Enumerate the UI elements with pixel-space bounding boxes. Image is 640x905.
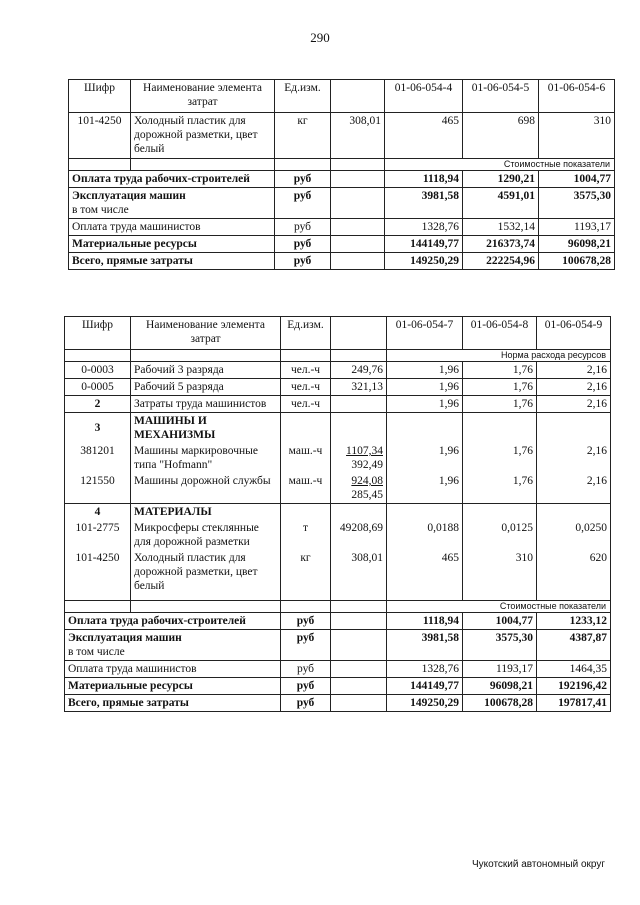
summary-name: Материальные ресурсы bbox=[69, 236, 275, 253]
row-price: 249,76 bbox=[331, 362, 387, 379]
summary-v3: 1233,12 bbox=[537, 612, 611, 629]
summary-v1: 1328,76 bbox=[385, 219, 463, 236]
summary-v1: 144149,77 bbox=[387, 677, 463, 694]
row-price-2: 285,45 bbox=[351, 489, 383, 501]
summary-name: Материальные ресурсы bbox=[65, 677, 281, 694]
summary-v2: 1290,21 bbox=[463, 171, 539, 188]
table-row bbox=[69, 113, 615, 159]
summary-row bbox=[65, 677, 611, 694]
row-code: 2 bbox=[65, 396, 131, 413]
page-number: 290 bbox=[310, 30, 330, 45]
row-v3: 2,16 bbox=[537, 443, 611, 473]
table-row bbox=[65, 520, 611, 550]
row-unit: т bbox=[281, 520, 331, 550]
summary-v1: 1118,94 bbox=[385, 171, 463, 188]
row-unit: чел.-ч bbox=[281, 379, 331, 396]
summary-unit: руб bbox=[275, 188, 331, 219]
row-price-2: 392,49 bbox=[351, 459, 383, 471]
row-name: Рабочий 5 разряда bbox=[131, 379, 281, 396]
row-price: 924,08 bbox=[351, 475, 383, 487]
resource-table-2 bbox=[64, 316, 611, 712]
summary-v2: 3575,30 bbox=[463, 629, 537, 660]
summary-unit: руб bbox=[281, 660, 331, 677]
summary-v1: 3981,58 bbox=[385, 188, 463, 219]
header-code: Шифр bbox=[69, 80, 131, 113]
table-row bbox=[65, 443, 611, 473]
summary-row bbox=[65, 629, 611, 660]
row-name: Машины дорожной службы bbox=[131, 473, 281, 504]
header-name: Наименование элемента затрат bbox=[131, 80, 275, 113]
summary-row bbox=[69, 188, 615, 219]
header-unit: Ед.изм. bbox=[275, 80, 331, 113]
summary-unit: руб bbox=[275, 171, 331, 188]
row-code: 0-0005 bbox=[65, 379, 131, 396]
section-label: Стоимостные показатели bbox=[385, 159, 615, 171]
summary-row bbox=[65, 612, 611, 629]
summary-v3: 197817,41 bbox=[537, 694, 611, 711]
section-row bbox=[65, 350, 611, 362]
summary-row bbox=[65, 660, 611, 677]
summary-v3: 96098,21 bbox=[539, 236, 615, 253]
row-v1: 1,96 bbox=[387, 362, 463, 379]
summary-unit: руб bbox=[281, 629, 331, 660]
row-v1: 0,0188 bbox=[387, 520, 463, 550]
table-header-row bbox=[69, 80, 615, 113]
summary-v3: 4387,87 bbox=[537, 629, 611, 660]
summary-row bbox=[65, 694, 611, 711]
summary-name: Всего, прямые затраты bbox=[65, 694, 281, 711]
row-v3: 2,16 bbox=[537, 396, 611, 413]
section-row bbox=[69, 159, 615, 171]
row-name: Холодный пластик для дорожной разметки, цвет белый bbox=[131, 113, 275, 159]
row-price bbox=[331, 396, 387, 413]
summary-unit: руб bbox=[275, 253, 331, 270]
row-v1: 1,96 bbox=[387, 396, 463, 413]
summary-v3: 1193,17 bbox=[539, 219, 615, 236]
header-price bbox=[331, 80, 385, 113]
row-v1: 1,96 bbox=[387, 379, 463, 396]
section-label: Стоимостные показатели bbox=[387, 600, 611, 612]
row-v2: 1,76 bbox=[463, 473, 537, 504]
group-code: 4 bbox=[65, 504, 131, 521]
summary-v2: 4591,01 bbox=[463, 188, 539, 219]
summary-v2: 222254,96 bbox=[463, 253, 539, 270]
summary-v1: 1328,76 bbox=[387, 660, 463, 677]
summary-v1: 149250,29 bbox=[387, 694, 463, 711]
row-v3: 2,16 bbox=[537, 362, 611, 379]
summary-unit: руб bbox=[281, 694, 331, 711]
row-code: 0-0003 bbox=[65, 362, 131, 379]
row-code: 101-4250 bbox=[65, 550, 131, 600]
table-header-row bbox=[65, 317, 611, 350]
row-v3: 2,16 bbox=[537, 379, 611, 396]
row-price: 321,13 bbox=[331, 379, 387, 396]
summary-v2: 1193,17 bbox=[463, 660, 537, 677]
summary-v2: 96098,21 bbox=[463, 677, 537, 694]
summary-name: Эксплуатация машин bbox=[68, 631, 182, 644]
summary-row bbox=[69, 253, 615, 270]
summary-v2: 216373,74 bbox=[463, 236, 539, 253]
summary-v3: 3575,30 bbox=[539, 188, 615, 219]
summary-v2: 1004,77 bbox=[463, 612, 537, 629]
row-v2: 1,76 bbox=[463, 362, 537, 379]
page-footer: Чукотский автономный округ bbox=[471, 859, 605, 870]
summary-row bbox=[69, 236, 615, 253]
header-col2: 01-06-054-8 bbox=[463, 317, 537, 350]
summary-name: Оплата труда рабочих-строителей bbox=[65, 612, 281, 629]
row-v2: 698 bbox=[463, 113, 539, 159]
summary-unit: руб bbox=[275, 236, 331, 253]
row-price: 308,01 bbox=[331, 113, 385, 159]
row-unit: кг bbox=[275, 113, 331, 159]
row-v2: 310 bbox=[463, 550, 537, 600]
summary-name: Эксплуатация машин bbox=[72, 190, 186, 202]
row-v1: 465 bbox=[387, 550, 463, 600]
summary-v2: 1532,14 bbox=[463, 219, 539, 236]
section-row bbox=[65, 600, 611, 612]
row-v3: 2,16 bbox=[537, 473, 611, 504]
summary-v3: 192196,42 bbox=[537, 677, 611, 694]
header-unit: Ед.изм. bbox=[281, 317, 331, 350]
row-v2: 1,76 bbox=[463, 396, 537, 413]
row-v3: 620 bbox=[537, 550, 611, 600]
table-row bbox=[65, 473, 611, 504]
summary-row bbox=[69, 171, 615, 188]
table-row bbox=[65, 550, 611, 600]
section-label: Норма расхода ресурсов bbox=[387, 350, 611, 362]
summary-name: Всего, прямые затраты bbox=[69, 253, 275, 270]
header-col1: 01-06-054-4 bbox=[385, 80, 463, 113]
header-name: Наименование элемента затрат bbox=[131, 317, 281, 350]
header-col3: 01-06-054-6 bbox=[539, 80, 615, 113]
row-name: Машины маркировочные типа "Hofmann" bbox=[131, 443, 281, 473]
row-name: Рабочий 3 разряда bbox=[131, 362, 281, 379]
row-price: 49208,69 bbox=[331, 520, 387, 550]
header-col1: 01-06-054-7 bbox=[387, 317, 463, 350]
row-name: Холодный пластик для дорожной разметки, цвет белый bbox=[131, 550, 281, 600]
summary-v3: 1464,35 bbox=[537, 660, 611, 677]
row-code: 381201 bbox=[65, 443, 131, 473]
row-code: 101-4250 bbox=[69, 113, 131, 159]
summary-sub: в том числе bbox=[72, 204, 129, 216]
summary-v2: 100678,28 bbox=[463, 694, 537, 711]
summary-row bbox=[69, 219, 615, 236]
row-name: Микросферы стеклянные для дорожной разметки bbox=[131, 520, 281, 550]
row-price: 1107,34 bbox=[346, 445, 383, 457]
row-price: 308,01 bbox=[331, 550, 387, 600]
row-v3: 310 bbox=[539, 113, 615, 159]
header-col3: 01-06-054-9 bbox=[537, 317, 611, 350]
row-v1: 465 bbox=[385, 113, 463, 159]
summary-unit: руб bbox=[281, 677, 331, 694]
row-v3: 0,0250 bbox=[537, 520, 611, 550]
row-unit: маш.-ч bbox=[281, 443, 331, 473]
header-code: Шифр bbox=[65, 317, 131, 350]
row-v2: 1,76 bbox=[463, 379, 537, 396]
row-v2: 1,76 bbox=[463, 443, 537, 473]
table-row bbox=[65, 396, 611, 413]
summary-v3: 100678,28 bbox=[539, 253, 615, 270]
summary-v3: 1004,77 bbox=[539, 171, 615, 188]
summary-name: Оплата труда рабочих-строителей bbox=[69, 171, 275, 188]
table-row bbox=[65, 379, 611, 396]
row-unit: кг bbox=[281, 550, 331, 600]
row-unit: маш.-ч bbox=[281, 473, 331, 504]
summary-unit: руб bbox=[275, 219, 331, 236]
group-code: 3 bbox=[65, 413, 131, 444]
header-col2: 01-06-054-5 bbox=[463, 80, 539, 113]
group-row bbox=[65, 413, 611, 444]
summary-v1: 1118,94 bbox=[387, 612, 463, 629]
table-row bbox=[65, 362, 611, 379]
row-v1: 1,96 bbox=[387, 473, 463, 504]
resource-table-1 bbox=[68, 79, 615, 270]
header-price bbox=[331, 317, 387, 350]
row-v2: 0,0125 bbox=[463, 520, 537, 550]
summary-name: Оплата труда машинистов bbox=[65, 660, 281, 677]
row-code: 101-2775 bbox=[65, 520, 131, 550]
row-name: Затраты труда машинистов bbox=[131, 396, 281, 413]
summary-sub: в том числе bbox=[68, 645, 125, 658]
summary-v1: 149250,29 bbox=[385, 253, 463, 270]
row-unit: чел.-ч bbox=[281, 396, 331, 413]
row-v1: 1,96 bbox=[387, 443, 463, 473]
summary-unit: руб bbox=[281, 612, 331, 629]
summary-v1: 144149,77 bbox=[385, 236, 463, 253]
group-row bbox=[65, 504, 611, 521]
row-code: 121550 bbox=[65, 473, 131, 504]
summary-name: Оплата труда машинистов bbox=[69, 219, 275, 236]
row-unit: чел.-ч bbox=[281, 362, 331, 379]
group-name: МАТЕРИАЛЫ bbox=[131, 504, 281, 521]
group-name: МАШИНЫ И МЕХАНИЗМЫ bbox=[131, 413, 281, 444]
summary-v1: 3981,58 bbox=[387, 629, 463, 660]
